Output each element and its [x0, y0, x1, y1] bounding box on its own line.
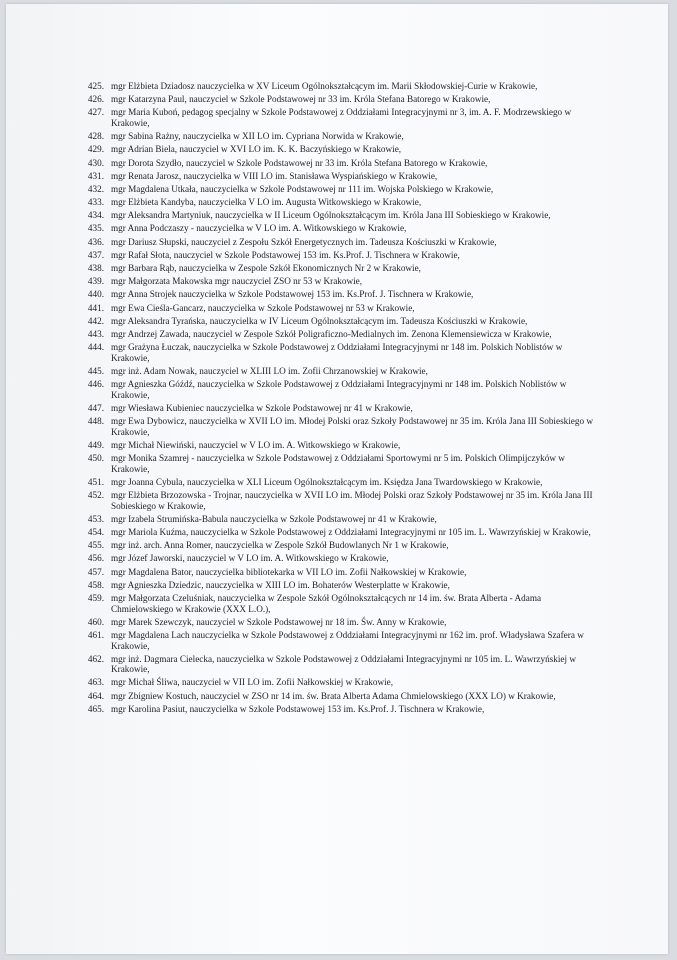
list-item: [76, 416, 596, 437]
entry-text: mgr Karolina Pasiut, nauczycielka w Szkole Podstawowej 153 im. Ks.Prof. J. Tischnera w Krakowie,: [111, 703, 485, 714]
entry-number: 457.: [87, 566, 104, 577]
list-item: [76, 379, 596, 400]
entry-text: mgr inż. Dagmara Cielecka, nauczycielka w Szkole Podstawowej z Oddziałami Integracyjnymi nr 105 im. L. Wawrzyńskiej w Krakowie,: [111, 653, 576, 675]
entry-number: 459.: [87, 592, 104, 603]
entry-number: 436.: [87, 236, 104, 247]
entry-number: 464.: [87, 690, 104, 701]
entry-number: 430.: [87, 157, 104, 168]
entry-number: 452.: [87, 490, 104, 501]
entry-text: mgr Aleksandra Martyniuk, nauczycielka w II Liceum Ogólnokształcącym im. Króla Jana III Sobieskiego w Krakowie,: [111, 210, 551, 221]
list-item: [76, 453, 596, 474]
entry-number: 440.: [87, 289, 104, 300]
entry-text: mgr Dorota Szydło, nauczyciel w Szkole Podstawowej nr 33 im. Króla Stefana Batorego w Krakowie,: [111, 157, 488, 168]
entry-number: 456.: [87, 553, 104, 564]
list-item: [76, 144, 596, 155]
list-item: [76, 527, 596, 538]
list-item: [76, 184, 596, 195]
entry-text: mgr Michał Śliwa, nauczyciel w VII LO im. Zofii Nałkowskiej w Krakowie,: [111, 677, 394, 688]
list-item: [76, 81, 596, 92]
entry-text: mgr Sabina Rażny, nauczycielka w XII LO im. Cypriana Norwida w Krakowie,: [111, 131, 404, 142]
list-item: [76, 197, 596, 208]
list-item: [76, 553, 596, 564]
entry-number: 450.: [87, 453, 104, 464]
list-item: [76, 131, 596, 142]
entry-number: 444.: [87, 342, 104, 353]
list-item: [76, 303, 596, 314]
entry-text: mgr inż. Adam Nowak, nauczyciel w XLIII LO im. Zofii Chrzanowskiej w Krakowie,: [111, 365, 428, 376]
entry-number: 448.: [87, 416, 104, 427]
entry-number: 425.: [87, 81, 104, 91]
list-item: [76, 158, 596, 169]
list-item: [76, 403, 596, 414]
list-item: [76, 316, 596, 327]
document-page: [6, 4, 668, 954]
entry-text: mgr Agnieszka Dziedzic, nauczycielka w XIII LO im. Bohaterów Westerplatte w Krakowie,: [111, 579, 450, 590]
entry-number: 431.: [87, 170, 104, 181]
list-item: [76, 514, 596, 525]
entry-number: 435.: [87, 223, 104, 234]
entry-number: 437.: [87, 249, 104, 260]
entry-number: 447.: [87, 402, 104, 413]
entry-text: mgr Anna Podczaszy - nauczycielka w V LO im. A. Witkowskiego w Krakowie,: [111, 223, 407, 234]
entry-text: mgr Elżbieta Kandyba, nauczycielka V LO im. Augusta Witkowskiego w Krakowie,: [111, 197, 422, 208]
list-item: [76, 250, 596, 261]
entry-number: 454.: [87, 527, 104, 537]
entry-text: mgr Michał Niewiński, nauczyciel w V LO im. A. Witkowskiego w Krakowie,: [111, 439, 401, 450]
entry-number: 446.: [87, 379, 104, 390]
entry-number: 439.: [87, 276, 104, 287]
list-item: [76, 617, 596, 628]
entry-text: mgr Maria Kuboń, pedagog specjalny w Szkole Podstawowej z Oddziałami Integracyjnymi nr 3, im. A. F. Modrzewskiego w Krakowie,: [111, 107, 572, 128]
entry-number: 445.: [87, 365, 104, 376]
entry-text: mgr Marek Szewczyk, nauczyciel w Szkole Podstawowej nr 18 im. Św. Anny w Krakowie,: [111, 616, 447, 627]
entry-number: 442.: [87, 315, 104, 326]
entry-number: 463.: [87, 677, 104, 688]
entry-text: mgr inż. arch. Anna Romer, nauczycielka w Zespole Szkół Budowlanych Nr 1 w Krakowie,: [111, 540, 449, 551]
list-item: [76, 654, 596, 675]
entry-number: 441.: [87, 302, 104, 313]
list-item: [76, 630, 596, 651]
entry-number: 451.: [87, 476, 104, 487]
entry-text: mgr Dariusz Słupski, nauczyciel z Zespołu Szkół Energetycznych im. Tadeusza Kościuszki w Krakowie,: [111, 236, 497, 247]
entry-number: 465.: [87, 703, 104, 714]
list-item: [76, 171, 596, 182]
entry-number: 449.: [87, 439, 104, 450]
signatory-list: [76, 81, 596, 717]
list-item: [76, 342, 596, 363]
entry-text: mgr Andrzej Zawada, nauczyciel w Zespole Szkół Poligraficzno-Medialnych im. Zenona Klemensiewicza w Krakowie,: [111, 328, 552, 339]
entry-number: 443.: [87, 328, 104, 339]
entry-number: 438.: [87, 263, 104, 274]
entry-text: mgr Józef Jaworski, nauczyciel w V LO im. A. Witkowskiego w Krakowie,: [111, 553, 389, 564]
entry-text: mgr Magdalena Lach nauczycielka w Szkole Podstawowej z Oddziałami Integracyjnymi nr 162 im. prof. Władysława Szafera w Krakowie,: [111, 629, 584, 651]
entry-text: mgr Monika Szamrej - nauczycielka w Szkole Podstawowej z Oddziałami Sportowymi nr 5 im. Polskich Olimpijczyków w Krakowie,: [111, 453, 565, 474]
list-item: [76, 329, 596, 340]
entry-text: mgr Joanna Cybula, nauczycielka w XLI Liceum Ogólnokształcącym im. Księdza Jana Twardowskiego w Krakowie,: [111, 476, 543, 487]
list-item: [76, 677, 596, 688]
list-item: [76, 567, 596, 578]
list-item: [76, 490, 596, 511]
entry-number: 432.: [87, 183, 104, 194]
entry-text: mgr Zbigniew Kostuch, nauczyciel w ZSO nr 14 im. św. Brata Alberta Adama Chmielowskiego (XXX LO) w Krakowie,: [111, 690, 556, 701]
entry-text: mgr Agnieszka Góźdź, nauczycielka w Szkole Podstawowej z Oddziałami Integracyjnymi nr 148 im. Polskich Noblistów w Krakowie,: [111, 379, 567, 400]
entry-text: mgr Barbara Rąb, nauczycielka w Zespole Szkół Ekonomicznych Nr 2 w Krakowie,: [111, 263, 421, 274]
entry-text: mgr Magdalena Utkała, nauczycielka w Szkole Podstawowej nr 111 im. Wojska Polskiego w Krakowie,: [111, 183, 494, 194]
entry-text: mgr Izabela Strumińska-Babula nauczycielka w Szkole Podstawowej nr 41 w Krakowie,: [111, 513, 437, 524]
entry-number: 460.: [87, 616, 104, 627]
entry-text: mgr Małgorzata Makowska mgr nauczyciel ZSO nr 53 w Krakowie,: [111, 276, 363, 287]
list-item: [76, 366, 596, 377]
entry-number: 429.: [87, 144, 104, 155]
list-item: [76, 94, 596, 105]
entry-text: mgr Elżbieta Brzozowska - Trojnar, nauczycielka w XVII LO im. Młodej Polski oraz Szkoły Podstawowej nr 35 im. Króla Jana III Sobieskiego w Krakowie,: [111, 490, 593, 511]
entry-number: 458.: [87, 579, 104, 590]
entry-number: 426.: [87, 94, 104, 105]
list-item: [76, 540, 596, 551]
entry-text: mgr Wiesława Kubieniec nauczycielka w Szkole Podstawowej nr 41 w Krakowie,: [111, 402, 413, 413]
list-item: [76, 237, 596, 248]
entry-text: mgr Ewa Dybowicz, nauczycielka w XVII LO im. Młodej Polski oraz Szkoły Podstawowej nr 35 im. Króla Jana III Sobieskiego w Krakowie,: [111, 416, 593, 437]
entry-number: 461.: [87, 629, 104, 640]
list-item: [76, 477, 596, 488]
entry-text: mgr Małgorzata Czeluśniak, nauczycielka w Zespole Szkół Ogólnokształcących nr 14 im. św. Brata Alberta - Adama Chmielowskiego w Krakowie (XXX L.O.),: [111, 592, 542, 614]
entry-text: mgr Mariola Kuźma, nauczycielka w Szkole Podstawowej z Oddziałami Integracyjnymi nr 105 im. L. Wawrzyńskiej w Krakowie,: [111, 527, 591, 537]
entry-number: 428.: [87, 131, 104, 142]
entry-text: mgr Rafał Słota, nauczyciel w Szkole Podstawowej 153 im. Ks.Prof. J. Tischnera w Krakowie,: [111, 249, 460, 260]
entry-number: 453.: [87, 513, 104, 524]
entry-text: mgr Magdalena Bator, nauczycielka bibliotekarka w VII LO im. Zofii Nałkowskiej w Krakowie,: [111, 566, 467, 577]
entry-text: mgr Aleksandra Tyrańska, nauczycielka w IV Liceum Ogólnokształcącym im. Tadeusza Kościuszki w Krakowie,: [111, 315, 528, 326]
list-item: [76, 276, 596, 287]
entry-text: mgr Ewa Cieśla-Gancarz, nauczycielka w Szkole Podstawowej nr 53 w Krakowie,: [111, 302, 415, 313]
list-item: [76, 223, 596, 234]
list-item: [76, 593, 596, 614]
list-item: [76, 210, 596, 221]
list-item: [76, 289, 596, 300]
list-item: [76, 107, 596, 128]
list-item: [76, 263, 596, 274]
entry-text: mgr Renata Jarosz, nauczycielka w VIII LO im. Stanisława Wyspiańskiego w Krakowie,: [111, 170, 438, 181]
entry-text: mgr Adrian Biela, nauczyciel w XVI LO im. K. K. Baczyńskiego w Krakowie,: [111, 144, 402, 155]
entry-number: 434.: [87, 210, 104, 221]
list-item: [76, 580, 596, 591]
entry-number: 433.: [87, 197, 104, 208]
entry-text: mgr Elżbieta Dziadosz nauczycielka w XV Liceum Ogólnokształcącym im. Marii Skłodowskiej-Curie w Krakowie,: [111, 81, 538, 91]
entry-text: mgr Katarzyna Paul, nauczyciel w Szkole Podstawowej nr 33 im. Króla Stefana Batorego w Krakowie,: [111, 94, 491, 105]
list-item: [76, 440, 596, 451]
entry-number: 462.: [87, 653, 104, 664]
list-item: [76, 691, 596, 702]
entry-text: mgr Grażyna Łuczak, nauczycielka w Szkole Podstawowej z Oddziałami Integracyjnymi nr 148 im. Polskich Noblistów w Krakowie,: [111, 342, 563, 363]
entry-number: 427.: [87, 107, 104, 118]
entry-text: mgr Anna Strojek nauczycielka w Szkole Podstawowej 153 im. Ks.Prof. J. Tischnera w Krakowie,: [111, 289, 474, 300]
entry-number: 455.: [87, 540, 104, 551]
list-item: [76, 704, 596, 715]
